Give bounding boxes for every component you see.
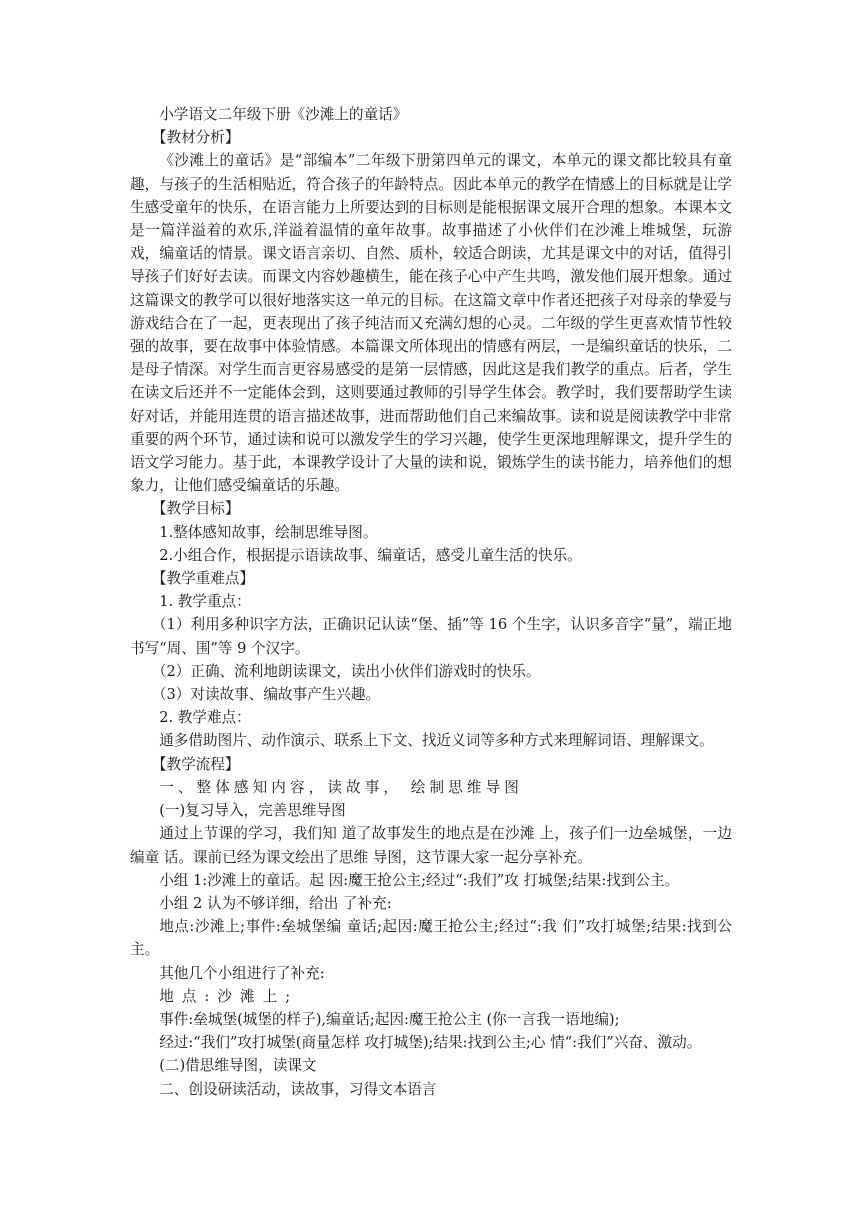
section-heading-goals: 【教学目标】: [151, 500, 240, 518]
step-2-title: 二、创设研读活动，读故事，习得文本语言: [159, 1080, 437, 1098]
process-line: 经过:“我们”攻打城堡(商量怎样 攻打城堡);结果:找到公主;心 情“:我们”兴奋、激动。: [159, 1034, 702, 1052]
section-heading-analysis: 【教材分析】: [151, 129, 240, 147]
group-2-summary: 小组 2 认为不够详细，给出 了补充:: [159, 894, 392, 912]
step-1a-paragraph: 通过上节课的学习，我们知 道了故事发生的地点是在沙滩 上，孩子们一边垒城堡，一边编童 话。课前已经为课文绘出了思维 导图，这节课大家一起分享补充。: [130, 825, 732, 866]
analysis-paragraph: 《沙滩上的童话》是“部编本”二年级下册第四单元的课文，本单元的课文都比较具有童趣，与孩子的生活相贴近，符合孩子的年龄特点。因此本单元的教学在情感上的目标就是让学生感受童年的快乐，在语言能力上所要达到的目标则是能根据课文展开合理的想象。本课本文是一篇洋溢着的欢乐,洋溢着温情的童年故事。故事描述了小伙伴们在沙滩上堆城堡，玩游戏，编童话的情景。课文语言亲切、自然、质朴，较适合朗读，尤其是课文中的对话，值得引导孩子们好好去读。而课文内容妙趣横生，能在孩子心中产生共鸣，激发他们展开想象。通过这篇课文的教学可以很好地落实这一单元的目标。在这篇文章中作者还把孩子对母亲的挚爱与游戏结合在了一起，更表现出了孩子纯洁而又充满幻想的心灵。二年级的学生更喜欢情节性较强的故事，要在故事中体验情感。本篇课文所体现出的情感有两层，一是编织童话的快乐，二是母子情深。对学生而言更容易感受的是第一层情感，因此这是我们教学的重点。后者，学生在读文后还并不一定能体会到，这则要通过教师的引导学生体会。教学时，我们要帮助学生读好对话，并能用连贯的语言描述故事，进而帮助他们自己来编故事。读和说是阅读教学中非常重要的两个环节，通过读和说可以激发学生的学习兴趣，使学生更深地理解课文，提升学生的语文学习能力。基于此，本课教学设计了大量的读和说，锻炼学生的读书能力，培养他们的想象力，让他们感受编童话的乐趣。: [130, 152, 732, 495]
step-1a-heading: (一)复习导入，完善思维导图: [159, 802, 346, 820]
event-line: 事件:垒城堡(城堡的样子),编童话;起因:魔王抢公主 (你一言我一语地编);: [159, 1010, 620, 1028]
group-1-summary: 小组 1:沙滩上的童话。起 因:魔王抢公主;经过“:我们”攻 打城堡;结果:找到公主。: [159, 871, 680, 889]
key-points-label: 1. 教学重点：: [159, 593, 251, 611]
other-groups-intro: 其他几个小组进行了补充:: [159, 964, 325, 982]
key-point-3: （3）对读故事、编故事产生兴趣。: [151, 686, 381, 704]
group-2-detail: 地点:沙滩上;事件:垒城堡编 童话;起因:魔王抢公主;经过“:我 们”攻打城堡;结果:找到公主。: [130, 918, 732, 959]
step-1b-heading: (二)借思维导图，读课文: [159, 1057, 317, 1075]
document-title: 小学语文二年级下册《沙滩上的童话》: [159, 106, 408, 123]
goal-item-2: 2.小组合作，根据提示语读故事、编童话，感受儿童生活的快乐。: [159, 546, 582, 564]
goal-item-1: 1.整体感知故事，绘制思维导图。: [159, 523, 378, 541]
document-body: [130, 103, 732, 1101]
step-1-title: 一、整体感知内容，读故事， 绘制思维导图: [159, 778, 523, 796]
difficulty-paragraph: 通多借助图片、动作演示、联系上下文、找近义词等多种方式来理解词语、理解课文。: [159, 732, 714, 750]
key-point-2: （2）正确、流利地朗读课文，读出小伙伴们游戏时的快乐。: [151, 662, 541, 680]
section-heading-key-points: 【教学重难点】: [151, 570, 255, 588]
difficulty-label: 2. 教学难点：: [159, 709, 251, 727]
key-point-1: （1）利用多种识字方法，正确识记认读“堡、插”等 16 个生字，认识多音字“量”，端正地书写“周、围”等 9 个汉字。: [130, 616, 732, 657]
section-heading-process: 【教学流程】: [151, 755, 240, 773]
place-line: 地点:沙滩上;: [159, 987, 299, 1005]
